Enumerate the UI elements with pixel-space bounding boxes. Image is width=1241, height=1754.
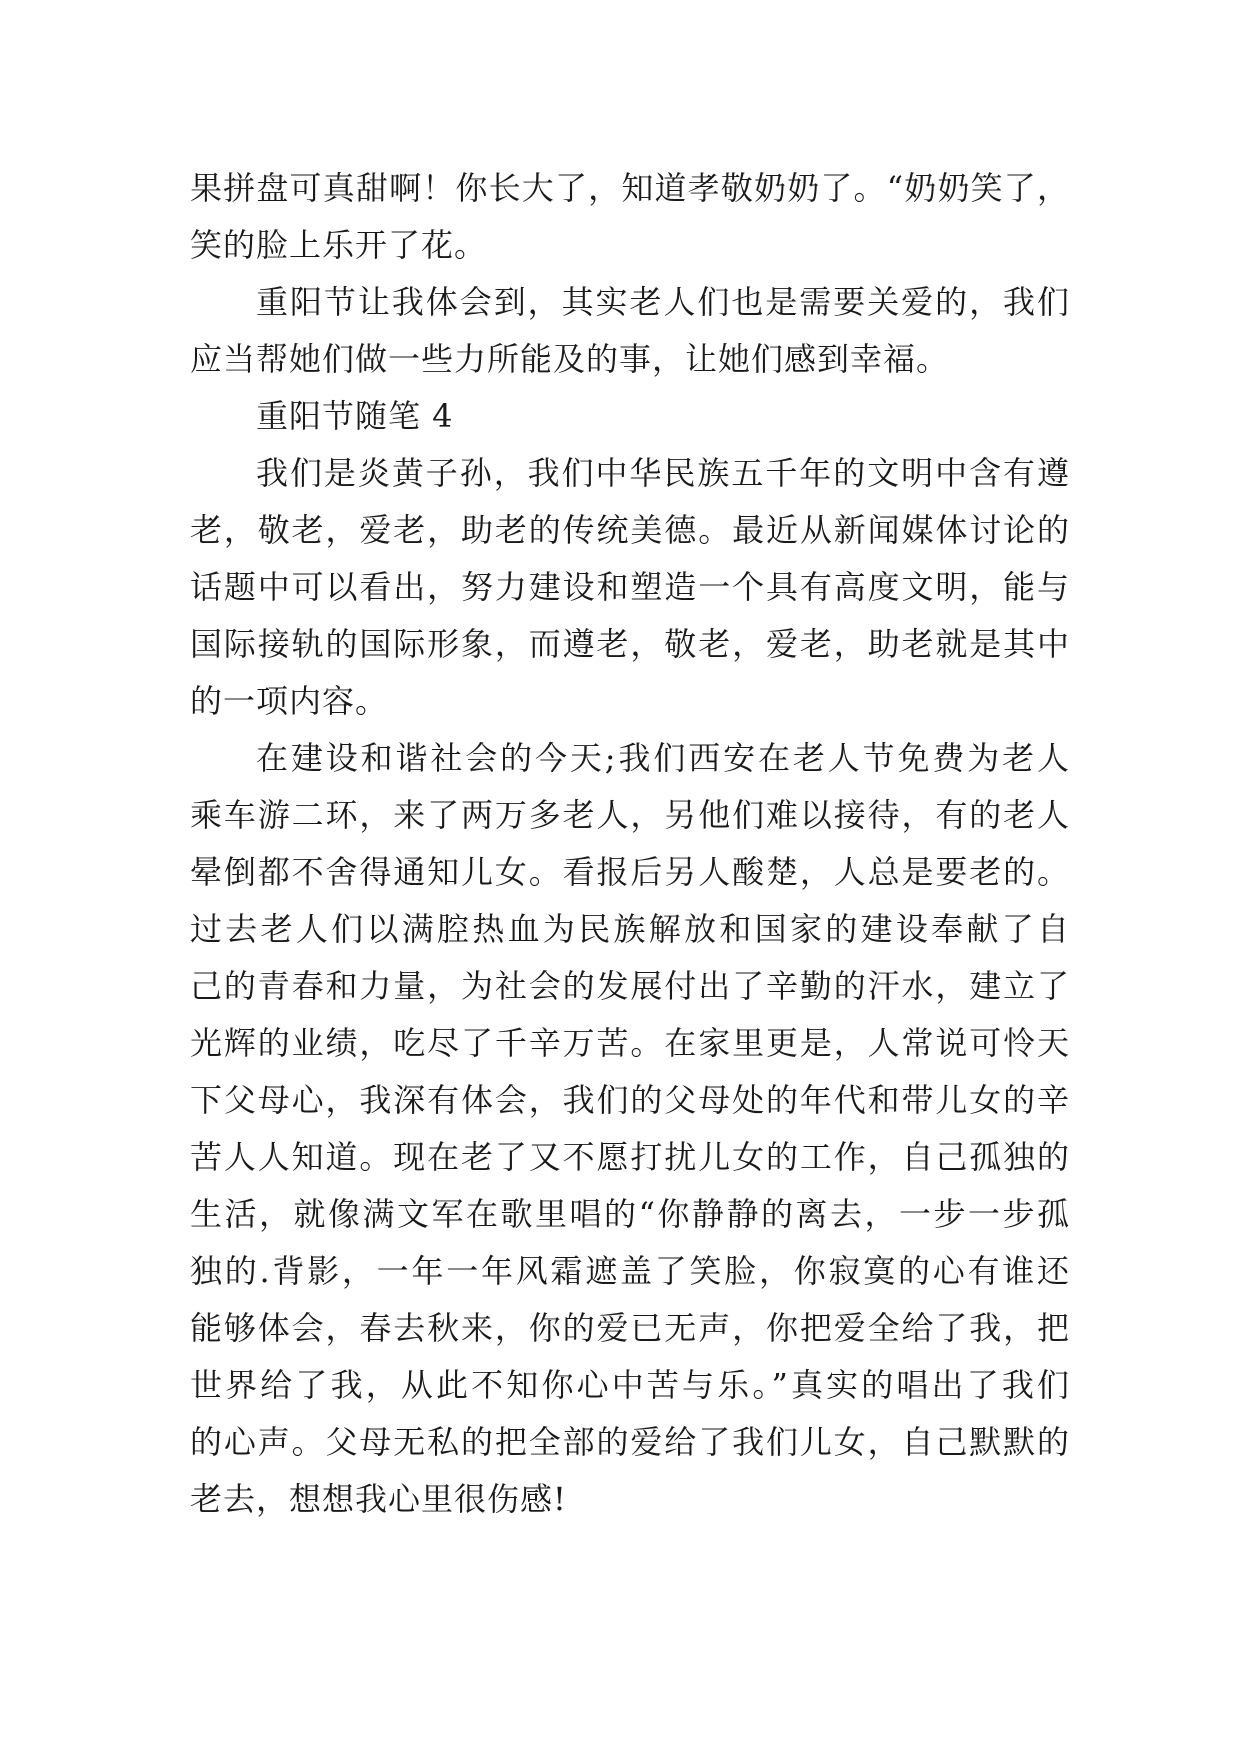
document-body xyxy=(190,160,1070,1528)
text-line: 己的青春和力量，为社会的发展付出了辛勤的汗水，建立了 xyxy=(190,967,1070,1005)
text-line: 在建设和谐社会的今天;我们西安在老人节免费为老人 xyxy=(256,739,1070,777)
text-line: 的心声。父母无私的把全部的爱给了我们儿女，自己默默的 xyxy=(190,1423,1070,1461)
text-line: 的一项内容。 xyxy=(190,682,389,720)
text-line: 老，敬老，爱老，助老的传统美德。最近从新闻媒体讨论的 xyxy=(190,511,1070,549)
text-line: 老去，想想我心里很伤感! xyxy=(190,1480,567,1518)
text-line: 果拼盘可真甜啊！你长大了，知道孝敬奶奶了。“奶奶笑了， xyxy=(190,169,1070,207)
text-line: 世界给了我，从此不知你心中苦与乐。”真实的唱出了我们 xyxy=(190,1366,1070,1404)
text-line: 苦人人知道。现在老了又不愿打扰儿女的工作，自己孤独的 xyxy=(190,1138,1070,1176)
text-line: 国际接轨的国际形象，而遵老，敬老，爱老，助老就是其中 xyxy=(190,625,1070,663)
text-line: 笑的脸上乐开了花。 xyxy=(190,226,488,264)
text-line: 应当帮她们做一些力所能及的事，让她们感到幸福。 xyxy=(190,340,950,378)
text-line: 下父母心，我深有体会，我们的父母处的年代和带儿女的辛 xyxy=(190,1081,1070,1119)
text-line: 光辉的业绩，吃尽了千辛万苦。在家里更是，人常说可怜天 xyxy=(190,1024,1070,1062)
text-line: 过去老人们以满腔热血为民族解放和国家的建设奉献了自 xyxy=(190,910,1070,948)
text-line: 生活，就像满文军在歌里唱的“你静静的离去，一步一步孤 xyxy=(190,1195,1070,1233)
text-line: 能够体会，春去秋来，你的爱已无声，你把爱全给了我，把 xyxy=(190,1309,1070,1347)
text-line: 我们是炎黄子孙，我们中华民族五千年的文明中含有遵 xyxy=(256,454,1070,492)
text-line: 重阳节让我体会到，其实老人们也是需要关爱的，我们 xyxy=(256,283,1070,321)
text-line: 话题中可以看出，努力建设和塑造一个具有高度文明，能与 xyxy=(190,568,1070,606)
text-line: 乘车游二环，来了两万多老人，另他们难以接待，有的老人 xyxy=(190,796,1070,834)
text-line: 重阳节随笔 4 xyxy=(256,397,454,435)
text-line: 独的.背影，一年一年风霜遮盖了笑脸，你寂寞的心有谁还 xyxy=(190,1252,1070,1290)
text-line: 晕倒都不舍得通知儿女。看报后另人酸楚，人总是要老的。 xyxy=(190,853,1070,891)
